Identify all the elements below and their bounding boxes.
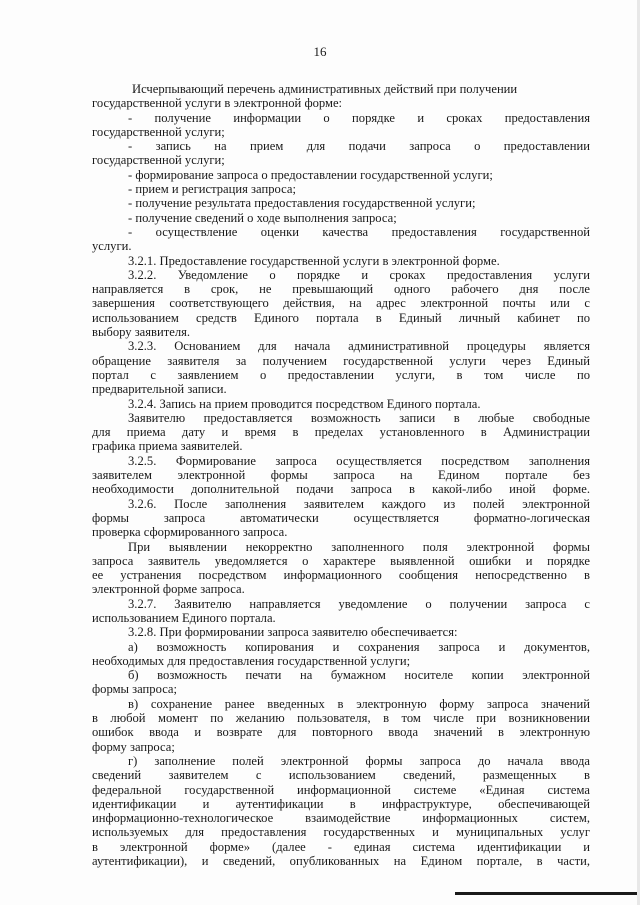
text-line: б) возможность печати на бумажном носителе копии электронной xyxy=(128,668,590,683)
text-line: - запись на прием для подачи запроса о предоставлении xyxy=(128,139,590,154)
text-line: формы запроса; xyxy=(92,682,178,697)
text-line: 3.2.8. При формировании запроса заявителю обеспечивается: xyxy=(128,625,458,640)
scan-bottom-edge xyxy=(455,892,640,895)
text-line: идентификации и аутентификации в инфраструктуре, обеспечивающей xyxy=(92,796,590,811)
text-line: государственной услуги в электронной форме: xyxy=(92,96,343,111)
text-line: 3.2.3. Основанием для начала административной процедуры является xyxy=(128,339,590,354)
text-line: необходимости дополнительной подачи запроса в какой-либо иной форме. xyxy=(92,482,590,497)
text-line: в электронной форме» (далее - единая система идентификации и xyxy=(92,839,590,854)
text-line: - формирование запроса о предоставлении государственной услуги; xyxy=(128,167,493,182)
text-line: При выявлении некорректно заполненного поля электронной формы xyxy=(128,539,590,554)
text-line: сведений заявителем с использованием сведений, размещенных в xyxy=(92,768,590,783)
text-line: портал с заявлением о предоставлении услуги, в том числе по xyxy=(92,367,590,382)
text-line: обращение заявителя за получением государственной услуги через Единый xyxy=(92,353,590,368)
text-line: направляется в срок, не превышающий одного рабочего дня после xyxy=(92,282,590,297)
text-line: в) сохранение ранее введенных в электронную форму запроса значений xyxy=(128,696,590,711)
text-line: аутентификации), и сведений, опубликованных на Едином портале, в части, xyxy=(92,854,590,869)
text-line: Исчерпывающий перечень административных действий при получении xyxy=(132,82,518,96)
text-line: 3.2.4. Запись на прием проводится посредством Единого портала. xyxy=(128,396,481,411)
text-line: предварительной записи. xyxy=(92,382,227,397)
text-line: проверка сформированного запроса. xyxy=(92,525,288,540)
text-line: ее устранения посредством информационного сообщения непосредственно в xyxy=(92,568,590,583)
text-line: информационно-технологическое взаимодействие информационных систем, xyxy=(92,811,590,826)
text-line: 3.2.6. После заполнения заявителем каждого из полей электронной xyxy=(128,496,590,511)
text-line: - получение информации о порядке и сроках предоставления xyxy=(128,110,590,125)
text-line: ошибок ввода и возврате для повторного ввода значений в электронную xyxy=(92,725,590,740)
text-line: заявителем электронной формы запроса на Едином портале без xyxy=(92,468,590,483)
text-line: 3.2.5. Формирование запроса осуществляется посредством заполнения xyxy=(128,453,590,468)
text-line: Заявителю предоставляется возможность записи в любые свободные xyxy=(128,410,590,425)
text-line: форму запроса; xyxy=(92,739,175,754)
text-line: использованием Единого портала. xyxy=(92,610,276,625)
text-line: электронной форме запроса. xyxy=(92,582,245,597)
text-line: выбору заявителя. xyxy=(92,325,191,340)
text-line: в любой момент по желанию пользователя, в том числе при возникновении xyxy=(92,711,590,726)
text-line: 3.2.1. Предоставление государственной услуги в электронной форме. xyxy=(128,253,500,268)
text-line: 3.2.7. Заявителю направляется уведомление о получении запроса с xyxy=(128,596,590,611)
text-line: необходимых для предоставления государственной услуги; xyxy=(92,653,411,668)
text-line: федеральной государственной информационной системе «Единая система xyxy=(92,782,590,797)
text-line: г) заполнение полей электронной формы запроса до начала ввода xyxy=(128,753,590,768)
page-number: 16 xyxy=(313,44,327,59)
text-line: используемых для предоставления государственных и муниципальных услуг xyxy=(92,825,590,840)
text-line: 3.2.2. Уведомление о порядке и сроках предоставления услуги xyxy=(128,267,590,282)
text-line: а) возможность копирования и сохранения запроса и документов, xyxy=(128,639,590,654)
text-line: запроса заявитель уведомляется о характере выявленной ошибки и порядке xyxy=(92,553,590,568)
text-line: использованием средств Единого портала в Единый личный кабинет по xyxy=(92,310,590,325)
text-line: государственной услуги; xyxy=(92,153,225,168)
text-line: для приема дату и время в пределах установленного в Администрации xyxy=(92,425,590,440)
text-line: завершения соответствующего действия, на адрес электронной почты или с xyxy=(92,296,590,311)
text-line: - прием и регистрация запроса; xyxy=(128,182,296,197)
text-line: - получение сведений о ходе выполнения запроса; xyxy=(128,210,397,225)
document-body xyxy=(92,82,590,868)
text-line: - осуществление оценки качества предоставления государственной xyxy=(128,224,590,239)
text-line: - получение результата предоставления государственной услуги; xyxy=(128,196,476,211)
text-line: государственной услуги; xyxy=(92,124,225,139)
text-line: услуги. xyxy=(92,239,132,254)
text-line: формы запроса автоматически осуществляется форматно-логическая xyxy=(92,510,590,525)
text-line: графика приема заявителей. xyxy=(92,439,243,454)
